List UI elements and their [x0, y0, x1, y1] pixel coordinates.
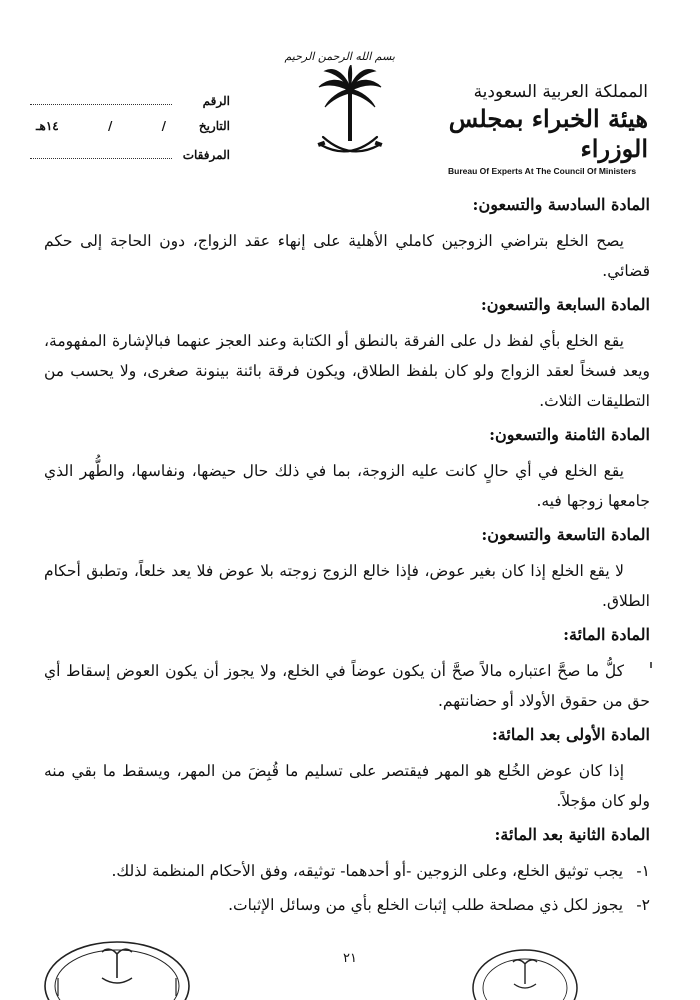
date-row: [30, 119, 230, 146]
official-seal-icon: [42, 938, 192, 1000]
date-year: ١٤هـ: [36, 119, 59, 133]
article-title: المادة الأولى بعد المائة:: [491, 725, 650, 744]
article-paragraph: يقع الخلع بأي لفظ دل على الفرقة بالنطق أو الكتابة وعند العجز عنهما فبالإشارة المفهومة، ويعد فسخاً لعقد الزواج ولو كان بلفظ الطلاق، ويكون فرقة بائنة بينونة صغرى، ولا يحسب من التطليقات الثلاث.: [44, 332, 650, 410]
reference-label: الرقم: [202, 94, 230, 108]
list-item-number: ٢-: [636, 896, 650, 914]
organization-name: هيئة الخبراء بمجلس الوزراء: [448, 104, 648, 163]
reference-line: [30, 92, 172, 105]
article-title: المادة المائة:: [563, 625, 650, 644]
official-seal-icon: [470, 946, 580, 1000]
attachments-row: [30, 146, 230, 173]
margin-mark: [650, 662, 652, 668]
article-title: المادة السابعة والتسعون:: [480, 295, 650, 314]
organization-header: [448, 82, 648, 176]
attachments-line: [30, 146, 172, 159]
article-paragraph: إذا كان عوض الخُلع هو المهر فيقتصر على تسليم ما قُبِضَ من المهر، ويسقط ما بقي منه ولو كان مؤجلاً.: [44, 762, 650, 810]
list-item-number: ١-: [636, 862, 650, 880]
date-value: [30, 119, 172, 133]
article-paragraph: يصح الخلع بتراضي الزوجين كاملي الأهلية على إنهاء عقد الزواج، دون الحاجة إلى حكم قضائي.: [44, 232, 650, 280]
organization-english-name: Bureau Of Experts At The Council Of Ministers: [448, 166, 637, 176]
country-name: المملكة العربية السعودية: [473, 82, 648, 102]
page-number: ٢١: [343, 951, 357, 966]
article-paragraph: كلُّ ما صحَّ اعتباره مالاً صحَّ أن يكون عوضاً في الخلع، ولا يجوز أن يكون العوض إسقاط أي حق من حقوق الأولاد أو حضانتهم.: [44, 662, 650, 710]
document-body: [44, 186, 650, 924]
date-label: التاريخ: [198, 119, 230, 133]
list-item-text: يجب توثيق الخلع، وعلى الزوجين -أو أحدهما- توثيقه، وفق الأحكام المنظمة لذلك.: [111, 862, 624, 880]
article-paragraph: يقع الخلع في أي حالٍ كانت عليه الزوجة، بما في ذلك حال حيضها، ونفاسها، والطُّهر الذي جامعها زوجها فيه.: [44, 462, 650, 510]
article-paragraph: لا يقع الخلع إذا كان بغير عوض، فإذا خالع الزوج زوجته بلا عوض فلا يعد خلعاً، وتطبق أحكام الطلاق.: [44, 562, 650, 610]
basmala: بسم الله الرحمن الرحيم: [284, 50, 395, 63]
list-item: [44, 890, 650, 920]
list-item-text: يجوز لكل ذي مصلحة طلب إثبات الخلع بأي من وسائل الإثبات.: [228, 896, 624, 914]
attachments-label: المرفقات: [182, 148, 230, 162]
emblem: [284, 50, 395, 175]
date-month-slash: /: [107, 119, 113, 133]
date-day-slash: /: [161, 119, 166, 133]
document-meta: [30, 92, 230, 173]
article-title: المادة التاسعة والتسعون:: [481, 525, 650, 544]
reference-row: [30, 92, 230, 119]
article-title: المادة الثانية بعد المائة:: [494, 825, 650, 844]
palm-and-swords-icon: [315, 65, 385, 165]
article-title: المادة الثامنة والتسعون:: [489, 425, 650, 444]
article-title: المادة السادسة والتسعون:: [472, 195, 650, 214]
list-item: [44, 856, 650, 886]
